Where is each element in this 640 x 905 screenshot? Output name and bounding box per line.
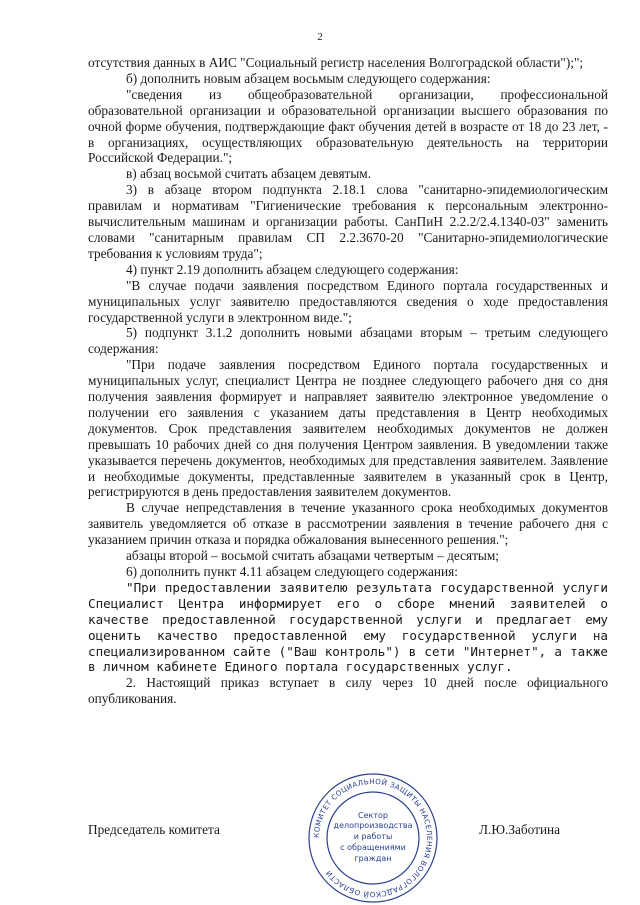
stamp-ring-text: КОМИТЕТ СОЦИАЛЬНОЙ ЗАЩИТЫ НАСЕЛЕНИЯ ВОЛГОГРАДСКОЙ ОБЛАСТИ xyxy=(311,776,435,900)
signatory-name: Л.Ю.Заботина xyxy=(479,822,561,837)
paragraph: 2. Настоящий приказ вступает в силу через 10 дней после официального опубликования. xyxy=(88,675,608,707)
paragraph: абзацы второй – восьмой считать абзацами четвертым – десятым; xyxy=(126,548,499,564)
paragraph: в) абзац восьмой считать абзацем девятым. xyxy=(126,166,372,182)
paragraph: 6) дополнить пункт 4.11 абзацем следующего содержания: xyxy=(126,564,458,579)
paragraph: 5) подпункт 3.1.2 дополнить новыми абзацами вторым – третьим следующего содержания: xyxy=(88,325,608,357)
paragraph: 4) пункт 2.19 дополнить абзацем следующего содержания: xyxy=(126,261,459,277)
signatory-position: Председатель комитета xyxy=(88,822,220,837)
paragraph: "В случае подачи заявления посредством Единого портала государственных и муниципальных услуг заявителю предоставляются сведения о ходе предоставления государственной услуги в электронном виде."; xyxy=(88,277,608,325)
document-body xyxy=(88,55,608,707)
paragraph: отсутствия данных в АИС "Социальный регистр населения Волгоградской области");"; xyxy=(88,55,584,70)
stamp-center-line: и работы xyxy=(353,832,393,841)
paragraph: "При предоставлении заявителю результата государственной услуги Специалист Центра информирует его о сборе мнений заявителей о качестве предоставленной государственной услуги и предлагает ему оценить качество предоставленной ему государственной услуги на специализированном сайте ("Ваш контроль") в сети "Интернет", а также в личном кабинете Единого портала государственных услуг. xyxy=(88,579,608,675)
page-number: 2 xyxy=(317,31,323,43)
stamp-center-line: делопроизводства xyxy=(333,821,413,830)
stamp-center-line: граждан xyxy=(354,854,392,863)
paragraph: "При подаче заявления посредством Единого портала государственных и муниципальных услуг, специалист Центра не позднее следующего рабочего дня со дня получения заявления формирует и направляет заявителю электронное уведомление о получении его заявления с указанием даты представления в Центр необходимых документов. Срок представления заявителем необходимых документов не должен превышать 10 рабочих дней со дня получения Центром заявления. В уведомлении также указывается перечень документов, необходимых для представления заявителем. Заявление и необходимые документы, представленные заявителем в указанный срок в Центр, регистрируются в день предоставления заявителем документов. xyxy=(88,357,608,500)
official-stamp xyxy=(298,770,448,905)
paragraph: б) дополнить новым абзацем восьмым следующего содержания: xyxy=(126,70,491,86)
paragraph: В случае непредставления в течение указанного срока необходимых документов заявитель уведомляется об отказе в рассмотрении заявления в течение рабочего дня с указанием причин отказа и порядка обжалования вынесенного решения."; xyxy=(88,500,608,548)
stamp-center-line: с обращениями xyxy=(340,843,406,852)
paragraph: 3) в абзаце втором подпункта 2.18.1 слова "санитарно-эпидемиологическим правилам и нормативам "Гигиенические требования к персональным электронно-вычислительным машинам и организации работы. СанПиН 2.2.2/2.4.1340-03" заменить словами "санитарным правилам СП 2.2.3670-20 "Санитарно-эпидемиологические требования к условиям труда"; xyxy=(88,182,608,261)
paragraph: "сведения из общеобразовательной организации, профессиональной образовательной организации и образовательной организации высшего образования по очной форме обучения, подтверждающие факт обучения детей в возрасте от 18 до 23 лет, - в организациях, осуществляющих образовательную деятельность на территории Российской Федерации."; xyxy=(88,86,608,166)
stamp-center-line: Сектор xyxy=(358,811,388,820)
